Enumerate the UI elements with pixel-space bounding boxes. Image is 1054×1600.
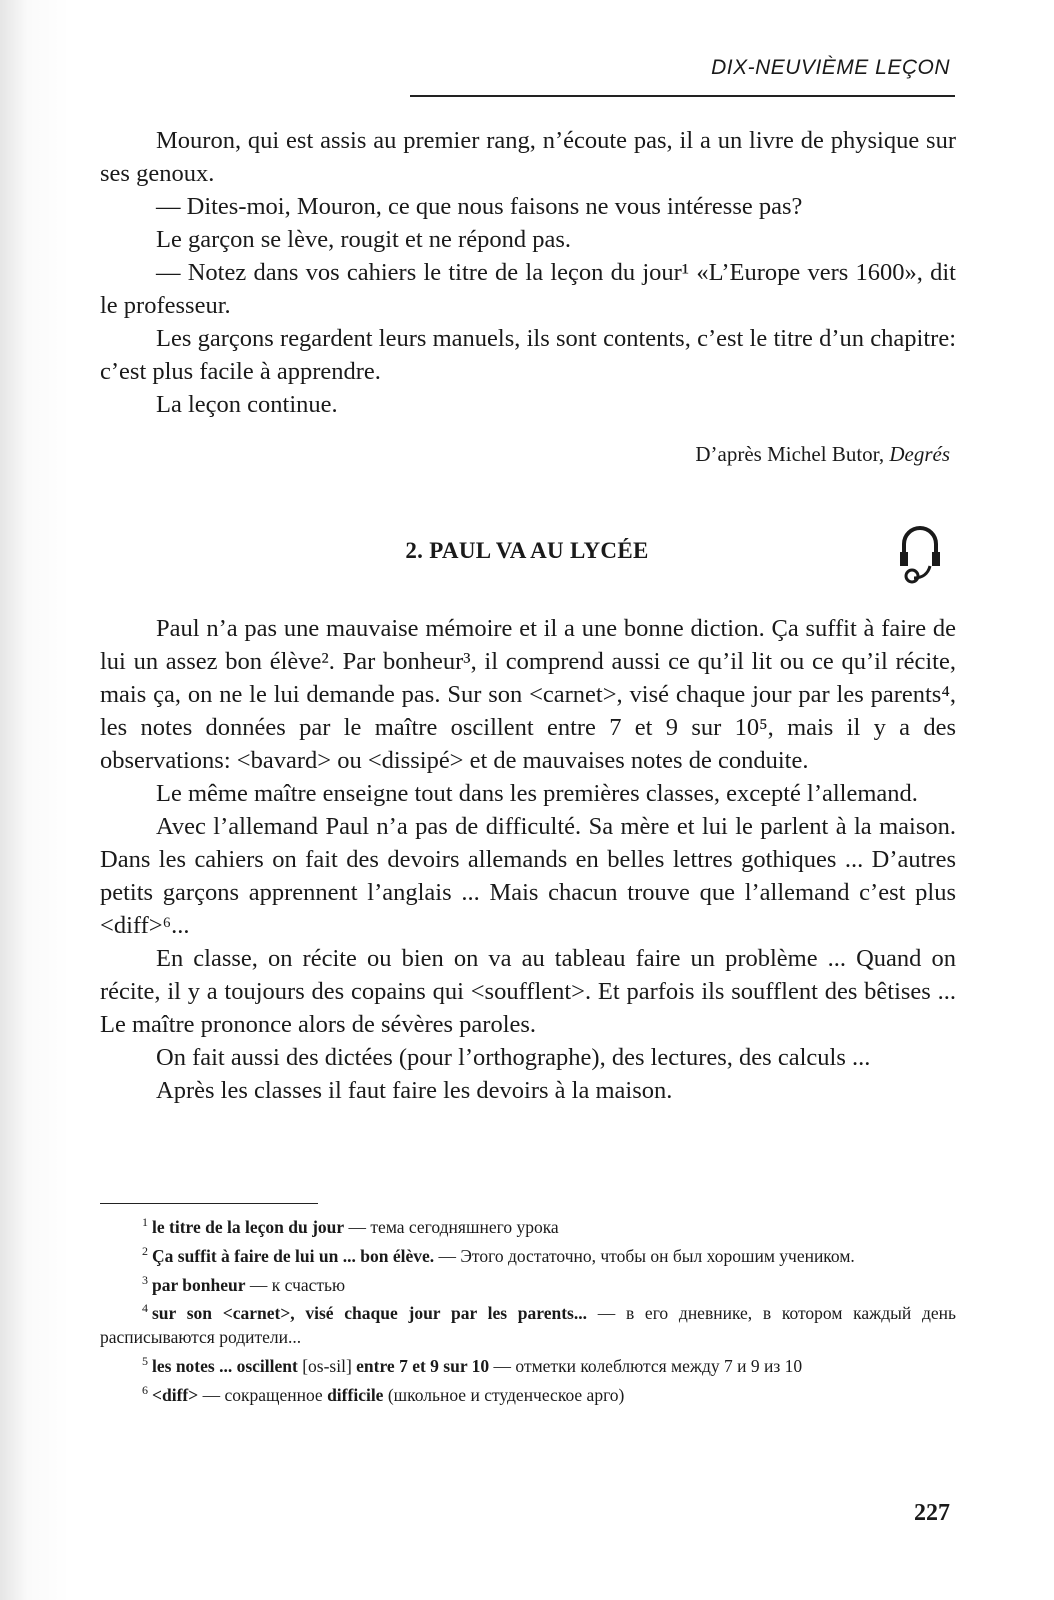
paragraph: En classe, on récite ou bien on va au tableau faire un problème ... Quand on récite, il y a toujours des copains qui <soufflent>. Et parfois ils soufflent des bêtises ... Le maître prononce alors de sévères paroles. bbox=[100, 945, 956, 1038]
footnote-term: le titre de la leçon du jour bbox=[152, 1216, 345, 1237]
running-header: DIX-NEUVIÈME LEÇON bbox=[711, 56, 950, 79]
footnote-pronunciation: [os-sil] bbox=[297, 1356, 357, 1377]
headphones-icon bbox=[898, 518, 942, 586]
footnote bbox=[100, 1378, 956, 1407]
footnote-gloss: — Этого достаточно, чтобы он был хорошим учеником. bbox=[434, 1245, 855, 1266]
footnote-term: sur son <carnet>, visé chaque jour par les parents... bbox=[152, 1303, 587, 1324]
excerpt-section bbox=[100, 124, 956, 421]
footnote-gloss: — отметки колеблются между 7 и 9 из 10 bbox=[489, 1356, 803, 1377]
footnotes bbox=[100, 1210, 956, 1407]
footnote-term: <diff> bbox=[152, 1384, 199, 1405]
footnote-term: les notes ... oscillent bbox=[152, 1356, 298, 1377]
page-number: 227 bbox=[914, 1500, 950, 1526]
paragraph: Avec l’allemand Paul n’a pas de difficulté. Sa mère et lui le parlent à la maison. Dans les cahiers on fait des devoirs allemands en belles lettres gothiques ... D’autres petits garçons apprennent l’anglais ... Mais chacun trouve que l’allemand c’est plus <diff>⁶... bbox=[100, 813, 956, 939]
footnote-number: 6 bbox=[142, 1383, 148, 1398]
page-spine-shadow bbox=[0, 0, 70, 1600]
footnote-number: 3 bbox=[142, 1272, 148, 1287]
paragraph: La leçon continue. bbox=[156, 391, 338, 418]
footnote bbox=[100, 1268, 956, 1297]
footnote-number: 2 bbox=[142, 1243, 148, 1258]
footnote-gloss: — в его дневнике, в котором каждый день расписываются родители... bbox=[100, 1303, 956, 1348]
paragraph: On fait aussi des dictées (pour l’orthographe), des lectures, des calculs ... bbox=[156, 1044, 871, 1071]
paragraph: Après les classes il faut faire les devoirs à la maison. bbox=[156, 1077, 673, 1104]
footnote-gloss: — к счастью bbox=[245, 1274, 346, 1295]
paragraph: Le même maître enseigne tout dans les premières classes, excepté l’allemand. bbox=[156, 780, 918, 807]
attribution-author: D’après Michel Butor, bbox=[695, 442, 885, 466]
footnote-number: 4 bbox=[142, 1301, 148, 1316]
footnote bbox=[100, 1239, 956, 1268]
attribution-work: Degrés bbox=[889, 442, 950, 466]
paragraph: Paul n’a pas une mauvaise mémoire et il a une bonne diction. Ça suffit à faire de lui un assez bon élève². Par bonheur³, il comprend aussi ce qu’il lit ou ce qu’il récite, mais ça, on ne le lui demande pas. Sur son <carnet>, visé chaque jour par les parents⁴, les notes données par le maître oscillent entre 7 et 9 sur 10⁵, mais il y a des observations: <bavard> ou <dissipé> et de mauvaises notes de conduite. bbox=[100, 615, 956, 774]
footnote-rule bbox=[100, 1203, 318, 1204]
footnote bbox=[100, 1210, 956, 1239]
footnote-term: par bonheur bbox=[152, 1274, 246, 1295]
footnote-term: Ça suffit à faire de lui un ... bon élève. bbox=[152, 1245, 435, 1266]
footnote-number: 5 bbox=[142, 1354, 148, 1369]
footnote-gloss: — тема сегодняшнего урока bbox=[344, 1216, 559, 1237]
section-title: 2. PAUL VA AU LYCÉE bbox=[405, 538, 649, 563]
lesson-text bbox=[100, 612, 956, 1107]
paragraph: — Dites-moi, Mouron, ce que nous faisons ne vous intéresse pas? bbox=[156, 193, 803, 220]
paragraph: — Notez dans vos cahiers le titre de la leçon du jour¹ «L’Europe vers 1600», dit le professeur. bbox=[100, 259, 956, 319]
header-rule bbox=[410, 95, 955, 97]
footnote bbox=[100, 1296, 956, 1349]
paragraph: Mouron, qui est assis au premier rang, n’écoute pas, il a un livre de physique sur ses genoux. bbox=[100, 127, 956, 187]
source-attribution bbox=[695, 442, 950, 467]
paragraph: Les garçons regardent leurs manuels, ils sont contents, c’est le titre d’un chapitre: c’est plus facile à apprendre. bbox=[100, 325, 956, 385]
footnote-gloss: (школьное и студенческое арго) bbox=[383, 1384, 625, 1405]
footnote-term: entre 7 et 9 sur 10 bbox=[356, 1356, 490, 1377]
footnote-gloss: — сокращенное bbox=[198, 1384, 328, 1405]
footnote-number: 1 bbox=[142, 1215, 148, 1229]
footnote bbox=[100, 1349, 956, 1378]
paragraph: Le garçon se lève, rougit et ne répond pas. bbox=[156, 226, 571, 253]
footnote-term: difficile bbox=[327, 1384, 384, 1405]
